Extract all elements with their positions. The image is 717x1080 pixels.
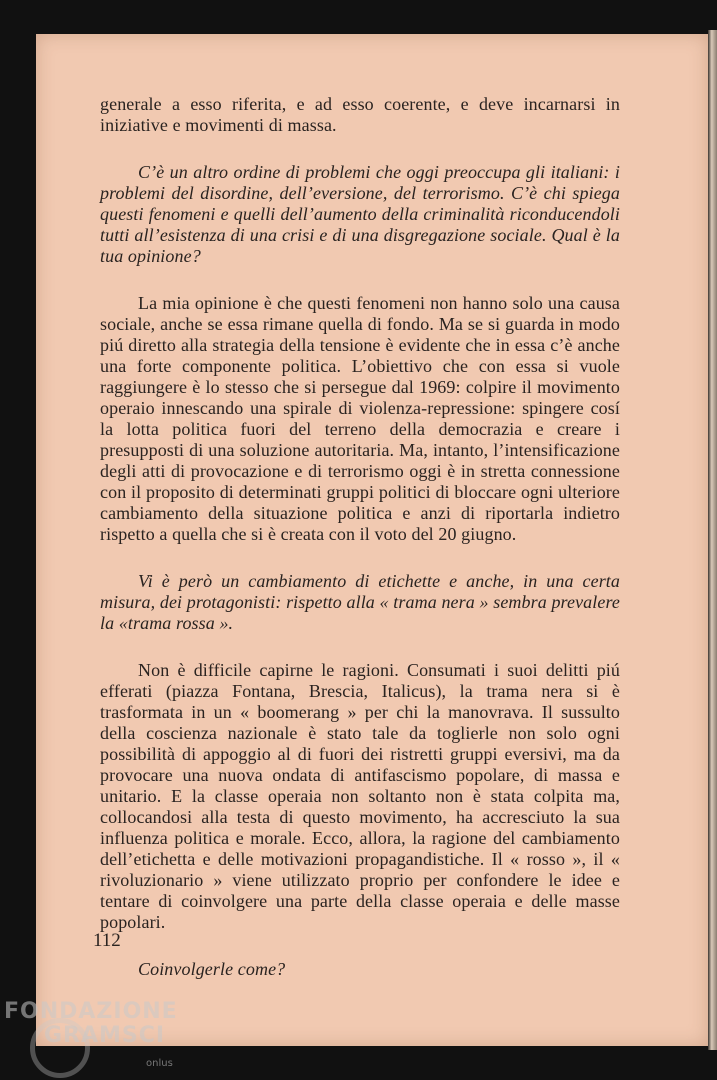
watermark-line1: FONDAZIONE (4, 999, 178, 1024)
paragraph-continuation: generale a esso riferita, e ad esso coerente, e deve incarnarsi in iniziative e movimenti di massa. (100, 94, 620, 135)
question-paragraph: Coinvolgerle come? (138, 959, 286, 979)
text-column (100, 94, 620, 980)
question-paragraph: Vi è però un cambiamento di etichette e anche, in una certa misura, dei protagonisti: rispetto alla « trama nera » sembra prevalere la «trama rossa ». (100, 571, 620, 633)
page-number: 112 (93, 930, 121, 951)
answer-paragraph: La mia opinione è che questi fenomeni non hanno solo una causa sociale, anche se essa rimane quella di fondo. Ma se si guarda in modo piú diretto alla strategia della tensione è evidente che in essa c’è anche una forte componente politica. L’obiettivo che con essa si vuole raggiungere è lo stesso che si persegue dal 1969: colpire il movimento operaio innescando una spirale di violenza-repressione: spingere cosí la lotta politica fuori del terreno della democrazia e creare i presupposti di una soluzione autoritaria. Ma, intanto, l’intensificazione degli atti di provocazione e di terrorismo oggi è in stretta connessione con il proposito di determinati gruppi politici di bloccare ogni ulteriore cambiamento della situazione politica e anzi di riportarla indietro rispetto a quella che si è creata con il voto del 20 giugno. (100, 293, 620, 544)
question-paragraph: C’è un altro ordine di problemi che oggi preoccupa gli italiani: i problemi del disordine, dell’eversione, del terrorismo. C’è chi spiega questi fenomeni e quelli dell’aumento della criminalità riconducendoli tutti all’esistenza di una crisi e di una disgregazione sociale. Qual è la tua opinione? (100, 162, 620, 266)
watermark (4, 999, 178, 1069)
page-edge (708, 30, 717, 1050)
watermark-line2: GRAMSCI (44, 1023, 166, 1048)
watermark-suffix: onlus (146, 1058, 173, 1069)
answer-paragraph: Non è difficile capirne le ragioni. Consumati i suoi delitti piú efferati (piazza Fontana, Brescia, Italicus), la trama nera si è trasformata in un « boomerang » per chi la manovrava. Il sussulto della coscienza nazionale è stato tale da toglierle non solo ogni possibilità di appoggio al di fuori dei ristretti gruppi eversivi, ma da provocare una nuova ondata di antifascismo popolare, di massa e unitario. E la classe operaia non soltanto non è stata colpita ma, collocandosi alla testa di questo movimento, ha accresciuto la sua influenza politica e morale. Ecco, allora, la ragione del cambiamento dell’etichetta e delle motivazioni propagandistiche. Il « rosso », il « rivoluzionario » viene utilizzato proprio per confondere le idee e tentare di coinvolgere una parte della classe operaia e delle masse popolari. (100, 660, 620, 932)
